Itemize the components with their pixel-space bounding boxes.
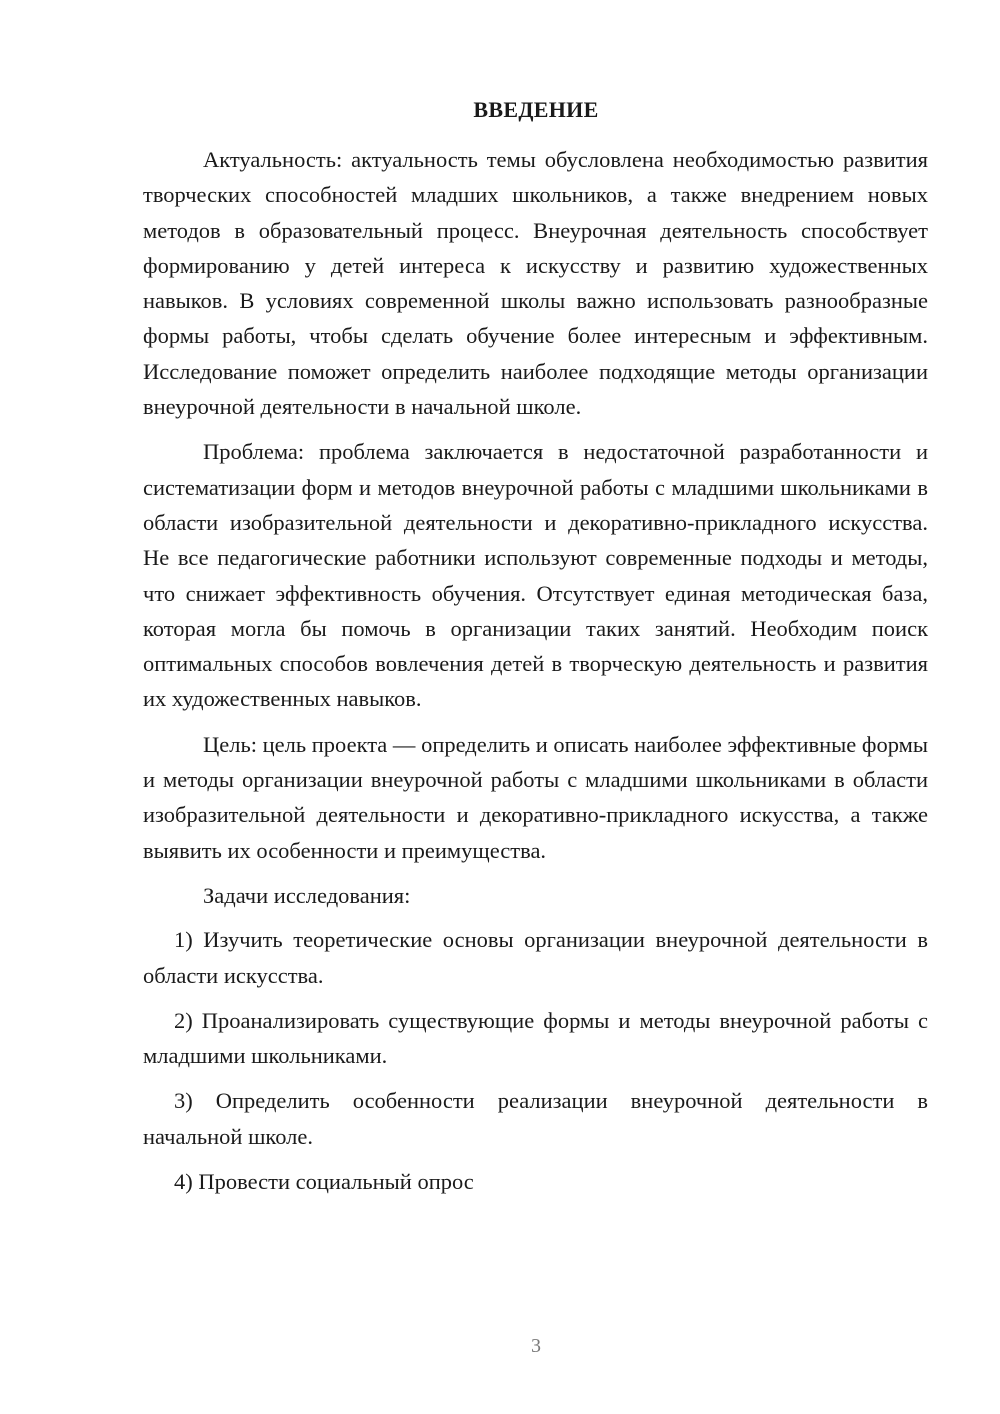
goal-paragraph: Цель: цель проекта — определить и описать наиболее эффективные формы и методы организации внеурочной работы с младшими школьниками в области изобразительной деятельности и декоративно-прикладного искусства, а также выявить их особенности и преимущества. <box>143 731 928 863</box>
task-item-1: 1) Изучить теоретические основы организации внеурочной деятельности в области искусства. <box>143 927 928 988</box>
problem-paragraph: Проблема: проблема заключается в недостаточной разработанности и систематизации форм и методов внеурочной работы с младшими школьниками в области изобразительной деятельности и декоративно-прикладного искусства. Не все педагогические работники используют современные подходы и методы, что снижает эффективность обучения. Отсутствует единая методическая база, которая могла бы помочь в организации таких занятий. Необходим поиск оптимальных способов вовлечения детей в творческую деятельность и развития их художественных навыков. <box>143 439 928 712</box>
document-body <box>143 142 928 1209</box>
page-number: 3 <box>531 1335 541 1357</box>
page-title: ВВЕДЕНИЕ <box>473 97 599 122</box>
tasks-heading: Задачи исследования: <box>203 882 411 908</box>
relevance-paragraph: Актуальность: актуальность темы обусловлена необходимостью развития творческих способностей младших школьников, а также внедрением новых методов в образовательный процесс. Внеурочная деятельность способствует формированию у детей интереса к искусству и развитию художественных навыков. В условиях современной школы важно использовать разнообразные формы работы, чтобы сделать обучение более интересным и эффективным. Исследование поможет определить наиболее подходящие методы организации внеурочной деятельности в начальной школе. <box>143 147 928 420</box>
task-item-2: 2) Проанализировать существующие формы и методы внеурочной работы с младшими школьниками. <box>143 1007 928 1069</box>
task-item-4: 4) Провести социальный опрос <box>174 1169 474 1195</box>
task-item-3: 3) Определить особенности реализации внеурочной деятельности в начальной школе. <box>143 1088 928 1149</box>
